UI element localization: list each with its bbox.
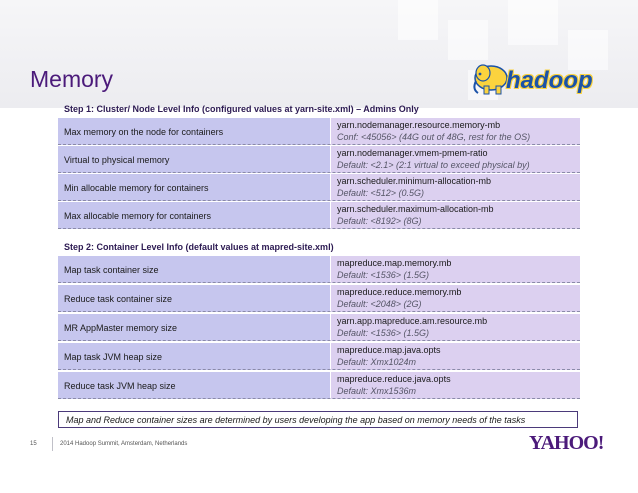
hadoop-elephant-icon xyxy=(470,61,510,97)
slide-title: Memory xyxy=(30,66,114,92)
table-row xyxy=(58,284,580,311)
table-row xyxy=(58,255,580,282)
table-row xyxy=(58,371,580,398)
page-number: 15 xyxy=(30,441,37,447)
row-detail: Default: <512> (0.5G) xyxy=(337,188,425,198)
row-key: mapreduce.map.java.opts xyxy=(337,345,441,355)
step2-heading: Step 2: Container Level Info (default values at mapred-site.xml) xyxy=(64,242,334,252)
row-detail: Default: Xmx1536m xyxy=(337,386,417,396)
row-key: yarn.nodemanager.vmem-pmem-ratio xyxy=(337,148,488,158)
footer-divider xyxy=(52,437,53,451)
row-label: Max allocable memory for containers xyxy=(64,211,212,221)
row-label: Map task container size xyxy=(64,265,159,275)
row-detail: Default: <1536> (1.5G) xyxy=(337,270,430,280)
row-detail: Default: <2048> (2G) xyxy=(337,299,422,309)
table-row xyxy=(58,201,580,228)
table-row xyxy=(58,117,580,144)
row-key: yarn.nodemanager.resource.memory-mb xyxy=(337,120,501,130)
row-key: yarn.scheduler.minimum-allocation-mb xyxy=(337,176,492,186)
footer-text: 2014 Hadoop Summit, Amsterdam, Netherlands xyxy=(60,441,188,447)
hadoop-wordmark: hadoop xyxy=(506,67,593,94)
row-key: yarn.scheduler.maximum-allocation-mb xyxy=(337,204,494,214)
yahoo-logo: YAHOO! xyxy=(529,432,604,454)
step1-heading: Step 1: Cluster/ Node Level Info (configured values at yarn-site.xml) – Admins Only xyxy=(64,104,419,114)
hadoop-logo xyxy=(470,61,620,101)
table-row xyxy=(58,145,580,172)
row-detail: Conf: <45056> (44G out of 48G, rest for the OS) xyxy=(337,132,531,142)
row-label: Map task JVM heap size xyxy=(64,352,163,362)
row-label: Reduce task JVM heap size xyxy=(64,381,176,391)
row-key: mapreduce.reduce.java.opts xyxy=(337,374,451,384)
row-label: Virtual to physical memory xyxy=(64,155,170,165)
row-key: yarn.app.mapreduce.am.resource.mb xyxy=(337,316,488,326)
note-box: Map and Reduce container sizes are determined by users developing the app based on memory needs of the tasks xyxy=(58,411,578,428)
row-key: mapreduce.map.memory.mb xyxy=(337,258,452,268)
row-label: Min allocable memory for containers xyxy=(64,183,209,193)
row-label: Reduce task container size xyxy=(64,294,173,304)
row-detail: Default: Xmx1024m xyxy=(337,357,417,367)
row-detail: Default: <8192> (8G) xyxy=(337,216,422,226)
table-row xyxy=(58,173,580,200)
table-row xyxy=(58,313,580,340)
row-detail: Default: <1536> (1.5G) xyxy=(337,328,430,338)
table-row xyxy=(58,342,580,369)
row-key: mapreduce.reduce.memory.mb xyxy=(337,287,462,297)
row-detail: Default: <2.1> (2:1 virtual to exceed physical by) xyxy=(337,160,530,170)
row-label: Max memory on the node for containers xyxy=(64,127,224,137)
row-label: MR AppMaster memory size xyxy=(64,323,178,333)
